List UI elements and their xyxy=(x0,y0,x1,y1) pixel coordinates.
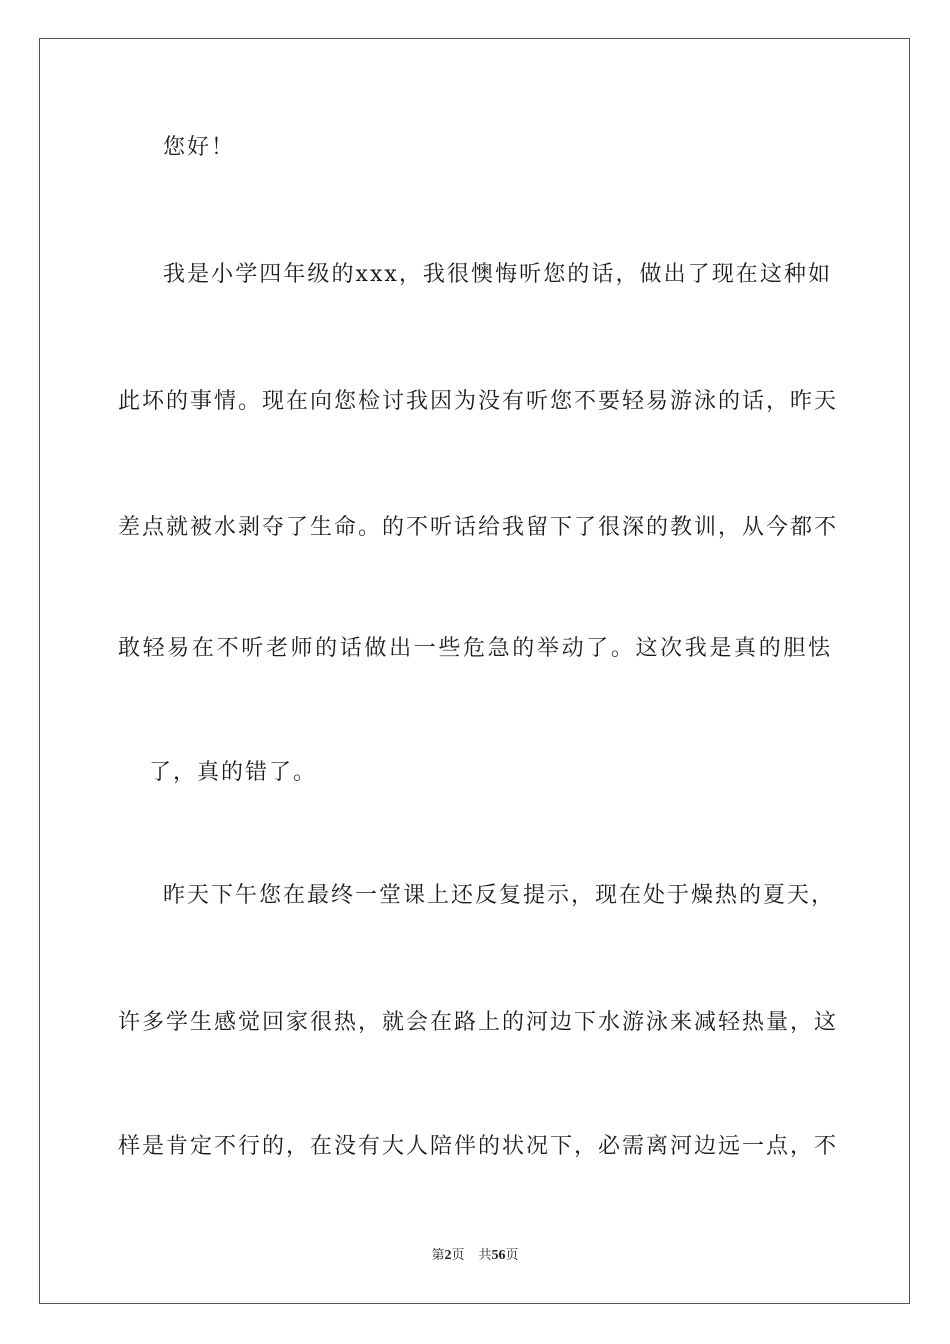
paragraph-line: 差点就被水剥夺了生命。的不听话给我留下了很深的教训，从今都不 xyxy=(118,515,839,540)
total-suffix: 页 xyxy=(505,1248,519,1263)
paragraph-line: 昨天下午您在最终一堂课上还反复提示，现在处于燥热的夏天， xyxy=(163,883,836,908)
paragraph-line: 我是小学四年级的xxx，我很懊悔听您的话，做出了现在这种如 xyxy=(163,262,832,287)
page-number: 2 xyxy=(444,1248,452,1263)
total-pages: 56 xyxy=(491,1248,506,1263)
page-suffix: 页 xyxy=(451,1248,465,1263)
page-border xyxy=(39,38,910,1304)
page-footer xyxy=(0,1247,950,1265)
greeting-line: 您好！ xyxy=(163,135,236,160)
paragraph-line: 许多学生感觉回家很热，就会在路上的河边下水游泳来减轻热量，这 xyxy=(118,1010,839,1035)
paragraph-line: 此坏的事情。现在向您检讨我因为没有听您不要轻易游泳的话，昨天 xyxy=(118,389,839,414)
paragraph-line: 样是肯定不行的，在没有大人陪伴的状况下，必需离河边远一点，不 xyxy=(118,1134,839,1159)
paragraph-line: 了，真的错了。 xyxy=(149,760,318,785)
page-prefix: 第 xyxy=(431,1248,445,1263)
total-prefix: 共 xyxy=(478,1248,492,1263)
paragraph-line: 敢轻易在不听老师的话做出一些危急的举动了。这次我是真的胆怯 xyxy=(118,636,832,661)
